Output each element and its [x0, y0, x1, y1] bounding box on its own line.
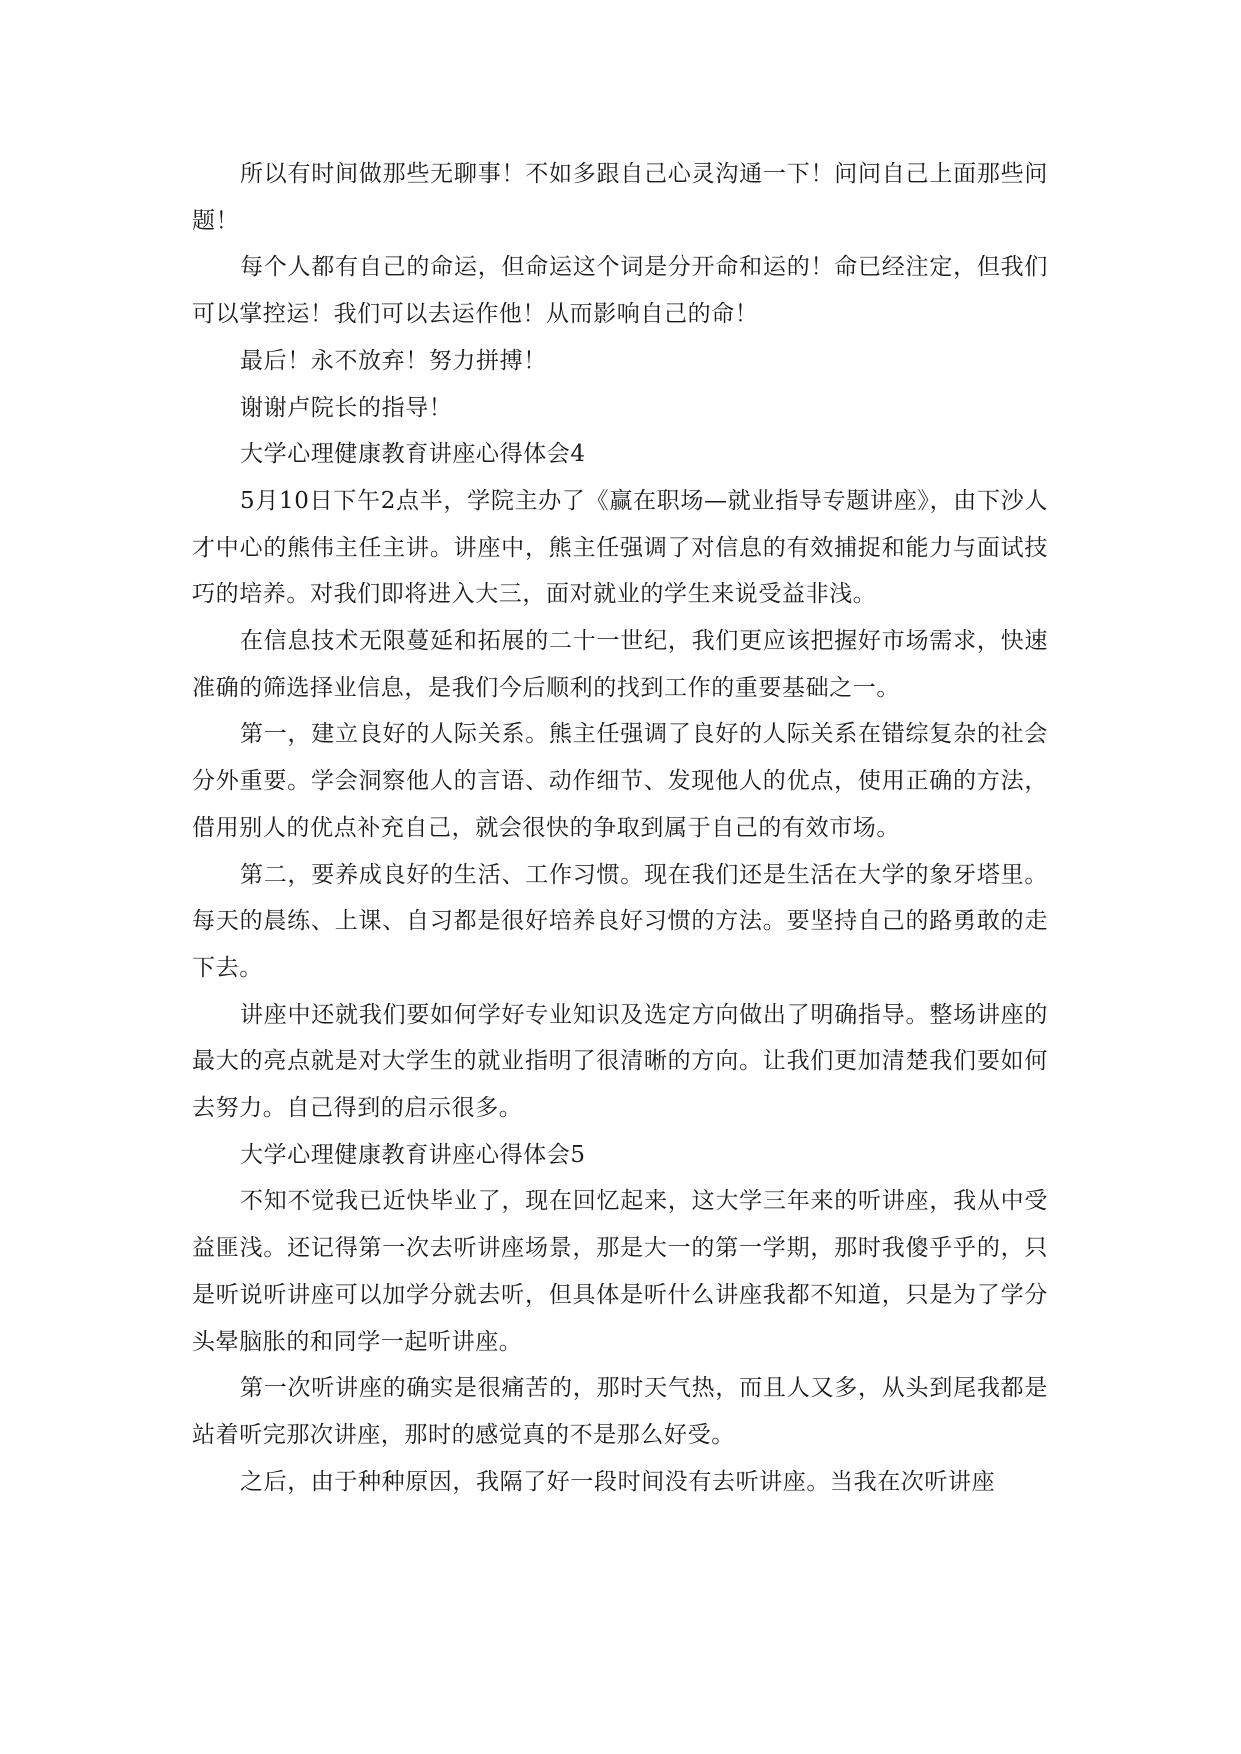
paragraph: 所以有时间做那些无聊事！不如多跟自己心灵沟通一下！问问自己上面那些问题！: [192, 161, 1048, 234]
document-body: [192, 151, 1048, 1505]
paragraph: 5月10日下午2点半，学院主办了《赢在职场—就业指导专题讲座》，由下沙人才中心的熊伟主任主讲。讲座中，熊主任强调了对信息的有效捕捉和能力与面试技巧的培养。对我们即将进入大三，面对就业的学生来说受益非浅。: [192, 487, 1048, 608]
paragraph: 在信息技术无限蔓延和拓展的二十一世纪，我们更应该把握好市场需求，快速准确的筛选择业信息，是我们今后顺利的找到工作的重要基础之一。: [192, 628, 1048, 701]
section-heading: 大学心理健康教育讲座心得体会4: [240, 441, 586, 468]
paragraph: 第二，要养成良好的生活、工作习惯。现在我们还是生活在大学的象牙塔里。每天的晨练、上课、自习都是很好培养良好习惯的方法。要坚持自己的路勇敢的走下去。: [192, 861, 1048, 981]
paragraph: 第一次听讲座的确实是很痛苦的，那时天气热，而且人又多，从头到尾我都是站着听完那次讲座，那时的感觉真的不是那么好受。: [192, 1375, 1048, 1448]
section-heading: 大学心理健康教育讲座心得体会5: [240, 1141, 586, 1168]
paragraph: 讲座中还就我们要如何学好专业知识及选定方向做出了明确指导。整场讲座的最大的亮点就是对大学生的就业指明了很清晰的方向。让我们更加清楚我们要如何去努力。自己得到的启示很多。: [192, 1001, 1048, 1122]
paragraph: 每个人都有自己的命运，但命运这个词是分开命和运的！命已经注定，但我们可以掌控运！我们可以去运作他！从而影响自己的命！: [192, 254, 1048, 328]
paragraph: 谢谢卢院长的指导！: [240, 394, 453, 421]
paragraph: 最后！永不放弃！努力拼搏！: [240, 347, 547, 374]
paragraph: 不知不觉我已近快毕业了，现在回忆起来，这大学三年来的听讲座，我从中受益匪浅。还记得第一次去听讲座场景，那是大一的第一学期，那时我傻乎乎的，只是听说听讲座可以加学分就去听，但具体是听什么讲座我都不知道，只是为了学分头晕脑胀的和同学一起听讲座。: [192, 1188, 1048, 1355]
paragraph: 第一，建立良好的人际关系。熊主任强调了良好的人际关系在错综复杂的社会分外重要。学会洞察他人的言语、动作细节、发现他人的优点，使用正确的方法，借用别人的优点补充自己，就会很快的争取到属于自己的有效市场。: [192, 721, 1048, 841]
paragraph: 之后，由于种种原因，我隔了好一段时间没有去听讲座。当我在次听讲座: [240, 1468, 996, 1495]
